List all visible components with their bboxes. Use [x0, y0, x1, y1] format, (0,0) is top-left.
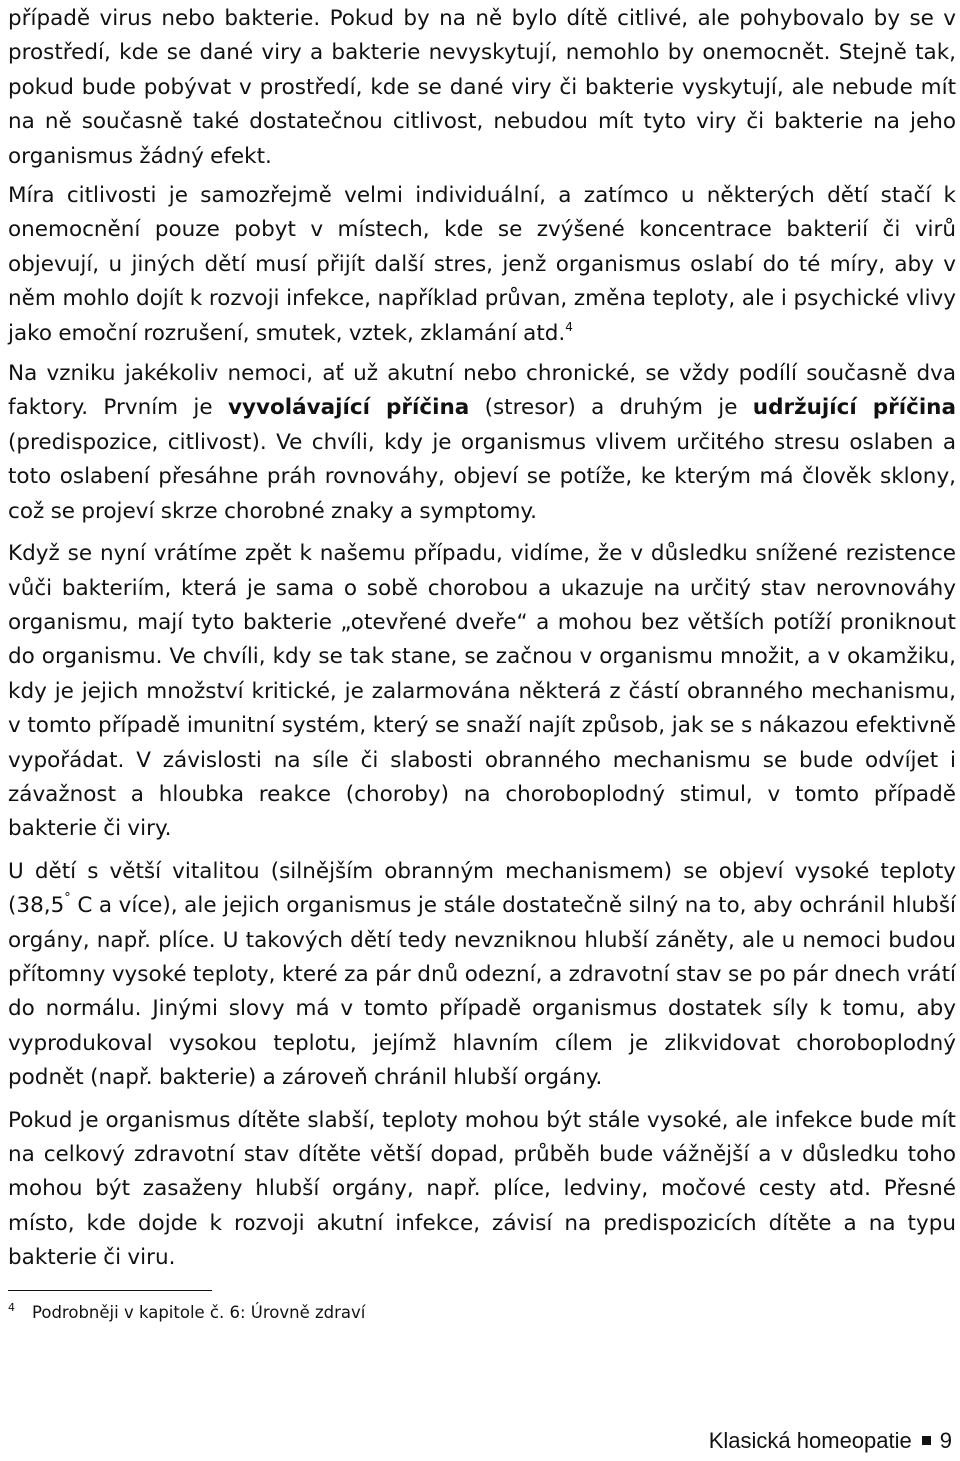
paragraph-3 [8, 357, 956, 529]
paragraph-6-text: Pokud je organismus dítěte slabší, teploty mohou být stále vysoké, ale infekce bude mít na celkový zdravotní stav dítěte větší dopad, průběh bude vážnější a v důsledku toho mohou být zasaženy hlubší orgány, např. plíce, ledviny, močové cesty atd. Přesné místo, kde dojde k rozvoji akutní infekce, závisí na predispozicích dítěte a na typu bakterie či viru. [8, 1107, 956, 1271]
bold-term-maintaining-cause: udržující příčina [752, 395, 956, 421]
degree-symbol: ° [64, 891, 71, 907]
paragraph-5-text-a: U dětí s větší vitalitou (silnějším obranným mechanismem) se objeví vysoké teploty (38,5 [8, 858, 956, 919]
paragraph-6 [8, 1104, 956, 1276]
paragraph-3-text-d: (predispozice, citlivost). Ve chvíli, kdy je organismus vlivem určitého stresu oslaben a toto oslabení přesáhne práh rovnováhy, objeví se potíže, ke kterým má člověk sklony, což se projeví skrze chorobné znaky a symptomy. [8, 429, 956, 524]
paragraph-1 [8, 2, 956, 174]
paragraph-5-text-b: C a více), ale jejich organismus je stále dostatečně silný na to, aby ochránil hlubší orgány, např. plíce. U takových dětí tedy nevzniknou hlubší záněty, ale u nemoci budou přítomny vysoké teploty, které za pár dnů odezní, a zdravotní stav se po pár dnech vrátí do normálu. Jinými slovy má v tomto případě organismus dostatek síly k tomu, aby vyprodukoval vysokou teplotu, jejímž hlavním cílem je zlikvidovat choroboplodný podnět (např. bakterie) a zároveň chránil hlubší orgány. [8, 893, 956, 1091]
bold-term-triggering-cause: vyvolávající příčina [227, 395, 470, 421]
page-number: 9 [939, 1428, 952, 1453]
paragraph-4-text: Když se nyní vrátíme zpět k našemu případu, vidíme, že v důsledku snížené rezistence vůči bakteriím, která je sama o sobě chorobou a ukazuje na určitý stav nerovnováhy organismu, mají tyto bakterie „otevřené dveře“ a mohou bez větších potíží proniknout do organismu. Ve chvíli, kdy se tak stane, se začnou v organismu množit, a v okamžiku, kdy je jejich množství kritické, je zalarmována některá z částí obranného mechanismu, v tomto případě imunitní systém, který se snaží najít způsob, jak se s nákazou efektivně vypořádat. V závislosti na síle či slabosti obranného mechanismu se bude odvíjet i závažnost a hloubka reakce (choroby) na choroboplodný stimul, v tomto případě bakterie či viry. [8, 541, 956, 842]
footer-book-title: Klasická homeopatie [708, 1428, 912, 1453]
footnote-text: Podrobněji v kapitole č. 6: Úrovně zdraví [32, 1303, 366, 1322]
page-body [8, 0, 956, 1276]
paragraph-2-text: Míra citlivosti je samozřejmě velmi individuální, a zatímco u některých dětí stačí k onemocnění pouze pobyt v místech, kde se zvýšené koncentrace bakterií či virů objevují, u jiných dětí musí přijít další stres, jenž organismus oslabí do té míry, aby v něm mohlo dojít k rozvoji infekce, například průvan, změna teploty, ale i psychické vlivy jako emoční rozrušení, smutek, vztek, zklamání atd. [8, 183, 956, 346]
footnote-reference: 4 [565, 319, 573, 334]
footnote-number: 4 [8, 1301, 15, 1314]
paragraph-3-text-c: (stresor) a druhým je [484, 395, 738, 421]
paragraph-4 [8, 537, 956, 847]
paragraph-3-text-a: Na vzniku jakékoliv nemoci, ať už akutní nebo chronické, se vždy podílí současně dva faktory. Prvním je [8, 361, 956, 421]
paragraph-1-text: případě virus nebo bakterie. Pokud by na ně bylo dítě citlivé, ale pohybovalo by se v prostředí, kde se dané viry a bakterie nevyskytují, nemohlo by onemocnět. Stejně tak, pokud bude pobývat v prostředí, kde se dané viry či bakterie vyskytují, ale nebude mít na ně současně také dostatečnou citlivost, nebudou mít tyto viry či bakterie na jeho organismus žádný efekt. [8, 6, 956, 169]
footnote-divider [8, 1290, 212, 1291]
paragraph-5 [8, 855, 956, 1096]
paragraph-2 [8, 179, 956, 351]
footnote [8, 1296, 365, 1325]
square-bullet-icon [922, 1436, 931, 1445]
running-footer [709, 1426, 952, 1456]
